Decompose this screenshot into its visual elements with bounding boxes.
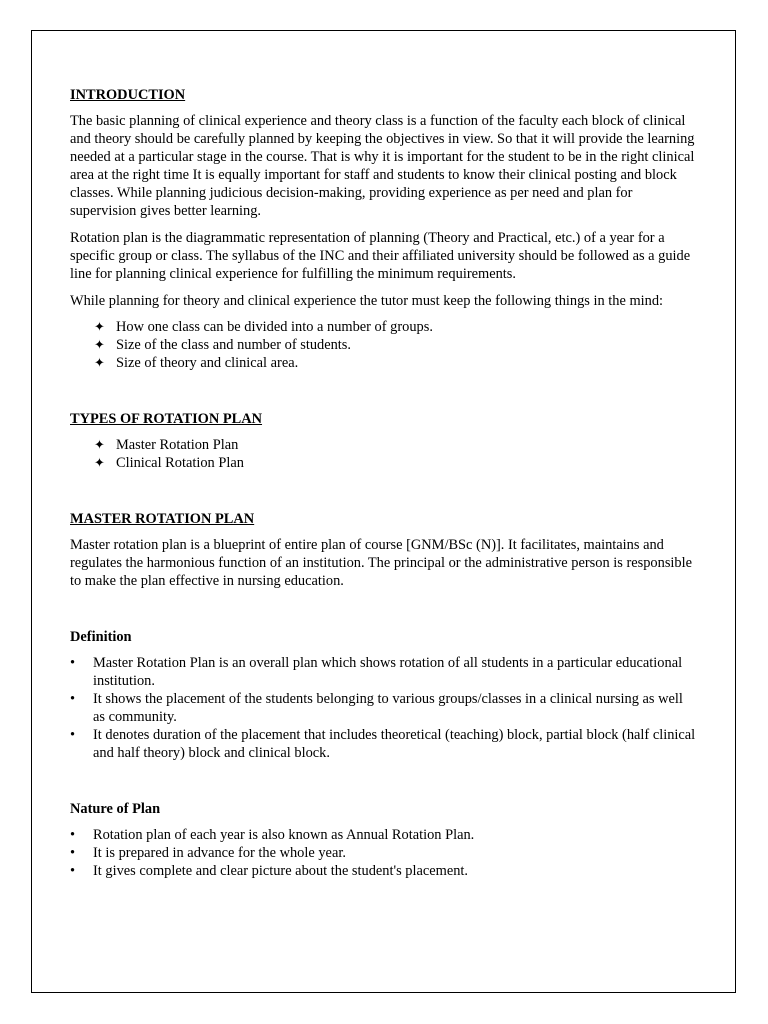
types-heading: TYPES OF ROTATION PLAN [70,411,263,427]
list-item-text: Master Rotation Plan [116,437,239,453]
list-item-text: It shows the placement of the students belonging to various groups/classes in a clinical nursing as well as community. [93,691,683,725]
star-bullet-icon: ✦ [94,455,105,470]
list-item [70,844,696,862]
star-bullet-icon: ✦ [94,337,105,352]
list-item-text: It gives complete and clear picture about the student's placement. [93,863,469,879]
dot-bullet-icon: • [70,863,76,879]
introduction-heading: INTRODUCTION [70,87,186,103]
dot-bullet-icon: • [70,727,76,743]
list-item [70,690,696,726]
star-bullet-icon: ✦ [94,437,105,452]
list-item [70,654,696,690]
master-paragraph: Master rotation plan is a blueprint of entire plan of course [GNM/BSc (N)]. It facilitates, maintains and regulates the harmonious function of an institution. The principal or the administrative person is responsible to make the plan effective in nursing education. [70,537,692,589]
list-item-text: Size of the class and number of students. [116,337,351,353]
types-list [70,436,696,472]
list-item-text: It denotes duration of the placement that includes theoretical (teaching) block, partial block (half clinical and half theory) block and clinical block. [93,727,696,761]
definition-list [70,654,696,762]
introduction-list [70,318,696,372]
list-item [70,436,696,454]
nature-heading: Nature of Plan [70,801,161,817]
list-item-text: Clinical Rotation Plan [116,455,244,471]
list-item-text: Size of theory and clinical area. [116,355,299,371]
dot-bullet-icon: • [70,827,76,843]
list-item [70,454,696,472]
list-item [70,726,696,762]
nature-list [70,826,696,880]
list-item [70,826,696,844]
introduction-paragraph: Rotation plan is the diagrammatic representation of planning (Theory and Practical, etc.) of a year for a specific group or class. The syllabus of the INC and their affiliated university should be followed as a guide line for planning clinical experience for fulfilling the minimum requirements. [70,230,691,282]
definition-heading: Definition [70,629,132,645]
dot-bullet-icon: • [70,845,76,861]
star-bullet-icon: ✦ [94,319,105,334]
list-item-text: How one class can be divided into a number of groups. [116,319,433,335]
dot-bullet-icon: • [70,655,76,671]
introduction-paragraph: While planning for theory and clinical experience the tutor must keep the following things in the mind: [70,293,664,309]
list-item-text: Rotation plan of each year is also known as Annual Rotation Plan. [93,827,475,843]
list-item [70,354,696,372]
dot-bullet-icon: • [70,691,76,707]
list-item [70,336,696,354]
introduction-paragraph: The basic planning of clinical experience and theory class is a function of the faculty each block of clinical and theory should be carefully planned by keeping the objectives in view. So that it will provide the learning needed at a particular stage in the course. That is why it is important for the student to be in the right clinical area at the right time It is equally important for staff and students to know their clinical posting and block classes. While planning judicious decision-making, providing experience as per need and plan for supervision gives better learning. [70,113,695,219]
master-heading: MASTER ROTATION PLAN [70,511,255,527]
list-item [70,318,696,336]
star-bullet-icon: ✦ [94,355,105,370]
list-item-text: It is prepared in advance for the whole year. [93,845,346,861]
list-item [70,862,696,880]
list-item-text: Master Rotation Plan is an overall plan which shows rotation of all students in a particular educational institution. [93,655,683,689]
document-content [70,86,696,880]
